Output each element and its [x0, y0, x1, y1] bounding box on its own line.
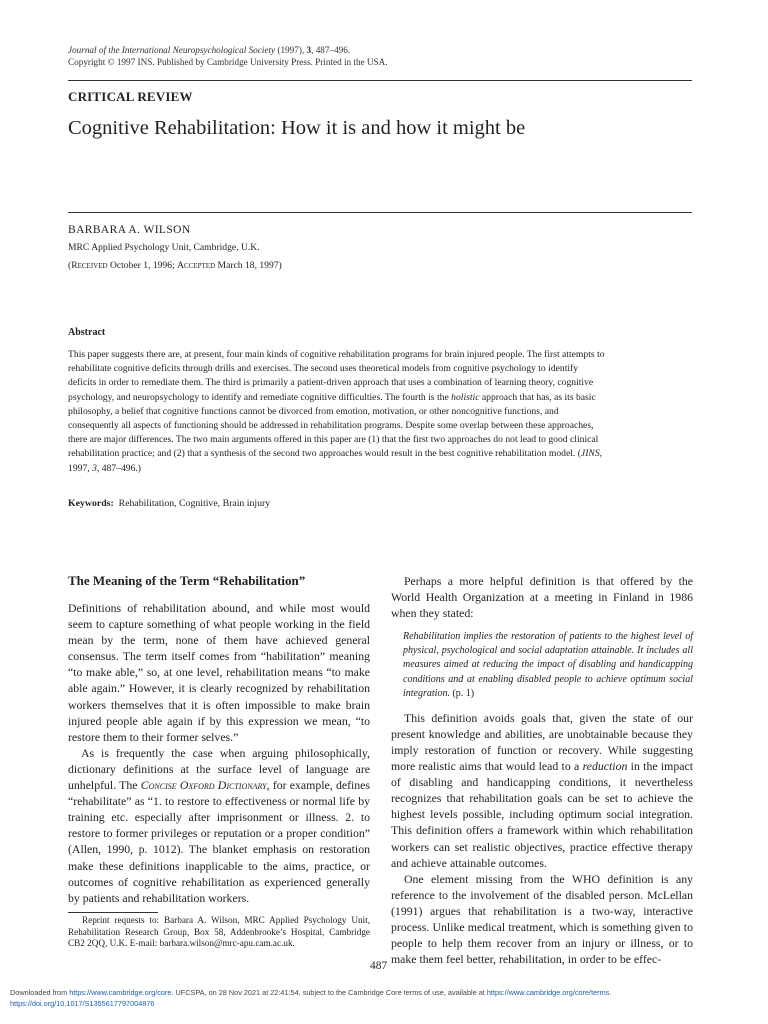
- terms-link[interactable]: https://www.cambridge.org/core/terms: [486, 988, 610, 997]
- paragraph: Perhaps a more helpful definition is that offered by the World Health Organization at a meeting in Finland in 1986 when they stated:: [391, 574, 693, 621]
- download-end: .: [609, 988, 612, 997]
- abstract-cite-pages: , 487–496.): [96, 462, 141, 474]
- journal-year: (1997),: [275, 45, 307, 55]
- received-dates: (Received October 1, 1996; Accepted March 18, 1997): [68, 260, 282, 271]
- page-number: 487: [370, 960, 388, 972]
- abstract-cite-volume: 3: [92, 462, 97, 474]
- block-quote: [403, 630, 693, 700]
- download-prefix: Downloaded from: [10, 988, 70, 997]
- doi-link[interactable]: https://doi.org/10.1017/S1355617797004876: [10, 998, 155, 1008]
- abstract-cite-year: , 1997,: [68, 448, 603, 474]
- paragraph: [68, 745, 370, 906]
- abstract-emphasis: holistic: [451, 391, 480, 403]
- header-divider: [68, 80, 692, 81]
- keywords-label: Keywords:: [68, 498, 114, 509]
- abstract-part: This paper suggests there are, at present, four main kinds of cognitive rehabilitation programs for brain injured people. The first attempts to rehabilitate cognitive deficits through drills and exercises. The second uses theoretical models from cognitive psychology to identify deficits in order to remediate them. The third is primarily a patient-driven approach that uses a combination of learning theory, cognitive psychology, and neuropsychology to identify and remediate cognitive difficulties. The fourth is the: [68, 349, 605, 403]
- author-affiliation: MRC Applied Psychology Unit, Cambridge, U.K.: [68, 242, 260, 253]
- abstract-part: approach that has, as its basic philosophy, a belief that cognitive functions cannot be divorced from emotion, motivation, or other noncognitive functions, and consequently all aspects of functioning should be addressed in rehabilitation programs. Despite some overlap between these approaches, there are major differences. The two main arguments offered in this paper are (1) that the first two approaches do not lead to good clinical rehabilitation practice; and (2) that a synthesis of the second two approaches would result in the best cognitive rehabilitation model. (: [68, 391, 599, 460]
- abstract-cite-journal: JINS: [580, 448, 600, 460]
- abstract-heading: Abstract: [68, 327, 106, 338]
- abstract-text: [68, 348, 608, 476]
- received-date: October 1, 1996;: [107, 260, 178, 271]
- section-label: CRITICAL REVIEW: [68, 89, 193, 104]
- download-middle: . UFCSPA, on 28 Nov 2021 at 22:41:54, subject to the Cambridge Core terms of use, available at: [171, 988, 487, 997]
- footnote-divider: [68, 912, 158, 913]
- accepted-label: Accepted: [177, 260, 216, 271]
- journal-pages: , 487–496.: [311, 45, 351, 55]
- download-notice: [10, 988, 760, 1009]
- paragraph: [391, 710, 693, 871]
- core-link[interactable]: https://www.cambridge.org/core: [69, 988, 172, 997]
- paragraph-part: This definition avoids goals that, given the state of our present knowledge and abilities, are unobtainable because they imply restoration of function or recovery. While suggesting more realistic aims that would lead to a: [391, 710, 693, 774]
- paragraph-part: As is frequently the case when arguing philosophically, dictionary definitions at the surface level of language are unhelpful. The: [68, 745, 370, 793]
- paragraph-part: in the impact of disabling and handicapping conditions, it nevertheless recognizes that rehabilitation goals can be set to achieve the highest levels possible, including optimum social integration. This definition offers a framework within which rehabilitation workers can set realistic objectives, practice effective therapy and achieve attainable outcomes.: [391, 759, 693, 870]
- paragraph: One element missing from the WHO definition is any reference to the involvement of the disabled person. McLellan (1991) argues that rehabilitation is a two-way, interactive process. Unlike medical treatment, which is something given to people to help them recover from an injury or illness, or to make them feel better, rehabilitation, in order to be effec-: [391, 871, 693, 967]
- copyright-notice: Copyright © 1997 INS. Published by Cambridge University Press. Printed in the USA.: [68, 56, 388, 67]
- keywords: [68, 498, 270, 509]
- quote-text: Rehabilitation implies the restoration of patients to the highest level of physical, psychological and social adaptation attainable. It includes all measures aimed at reducing the impact of disabling and handicapping conditions and at enabling disabled people to achieve optimum social integration.: [403, 631, 693, 699]
- title-divider: [68, 212, 692, 213]
- dictionary-title: Concise Oxford Dictionary: [140, 778, 267, 793]
- paragraph: Definitions of rehabilitation abound, and while most would seem to capture something of what people working in the field mean by the term, none of them have achieved general consensus. The term itself comes from “habilitation” meaning “to make able,” so, at one level, rehabilitation means “to make able again.” However, it is clearly recognized by rehabilitation workers themselves that it is often impossible to make brain injured people able again if by this expression we mean, “to restore them to their former selves.”: [68, 601, 370, 744]
- received-label: Received: [71, 260, 108, 271]
- section-heading: The Meaning of the Term “Rehabilitation”: [68, 573, 306, 588]
- journal-citation: [68, 45, 388, 68]
- right-column: [391, 573, 693, 967]
- reprint-footnote: Reprint requests to: Barbara A. Wilson, MRC Applied Psychology Unit, Rehabilitation Research Group, Box 58, Addenbrooke’s Hospital, Cambridge CB2 2QQ, U.K. E-mail: barbara.wilson@mrc-apu.cam.ac.uk.: [68, 915, 370, 949]
- emphasis: reduction: [582, 759, 628, 774]
- journal-name: Journal of the International Neuropsychological Society: [68, 45, 276, 55]
- paragraph-part: , for example, defines “rehabilitate” as “1. to restore to effectiveness or normal life by training etc. especially after imprisonment or illness. 2. to restore to former privileges or reputation or a proper condition” (Allen, 1990, p. 1012). The blanket emphasis on restoration make these definitions inapplicable to the aims, practice, or outcomes of cognitive rehabilitation as experienced generally by patients and rehabilitation workers.: [68, 778, 371, 905]
- author-name: BARBARA A. WILSON: [68, 224, 191, 236]
- left-column: [68, 600, 370, 906]
- quote-page: (p. 1): [449, 687, 475, 699]
- article-title: Cognitive Rehabilitation: How it is and how it might be: [68, 117, 526, 139]
- accepted-date: March 18, 1997): [215, 260, 282, 271]
- keywords-values: Rehabilitation, Cognitive, Brain injury: [118, 498, 271, 509]
- journal-volume: 3: [306, 45, 312, 55]
